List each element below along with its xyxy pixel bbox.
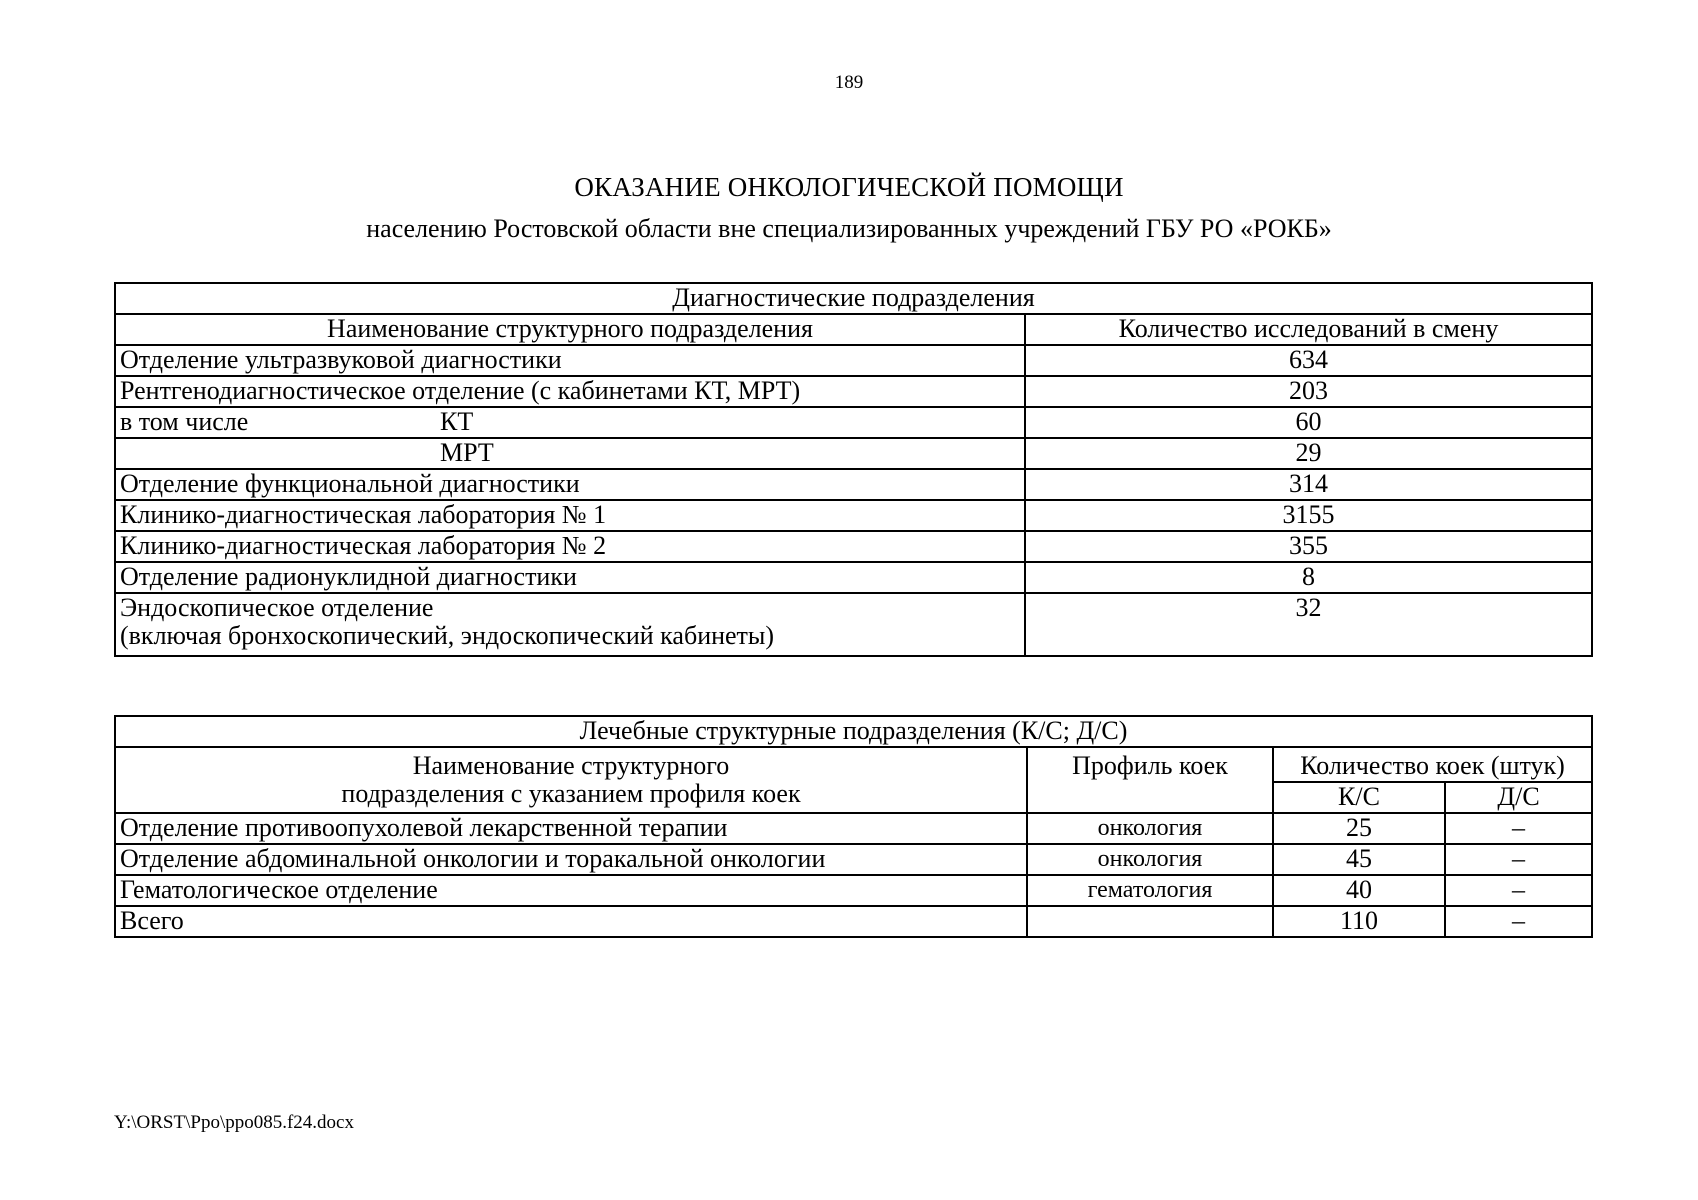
column-header-ds: Д/С (1445, 782, 1592, 813)
row-name: Отделение противоопухолевой лекарственной терапии (115, 813, 1027, 844)
column-header-name (115, 747, 1027, 813)
row-name-group (115, 438, 1025, 469)
table-row (115, 875, 1592, 906)
row-ks: 40 (1273, 875, 1445, 906)
row-ds: – (1445, 875, 1592, 906)
row-ds: – (1445, 813, 1592, 844)
column-header-name-line2: подразделения с указанием профиля коек (341, 779, 801, 808)
treatment-table (114, 715, 1593, 938)
row-name: Рентгенодиагностическое отделение (с кабинетами КТ, МРТ) (115, 376, 1025, 407)
row-name: Клинико-диагностическая лаборатория № 2 (115, 531, 1025, 562)
column-header-profile (1027, 747, 1273, 813)
row-name: МРТ (440, 438, 494, 467)
row-ks: 110 (1273, 906, 1445, 937)
row-name: Всего (115, 906, 1027, 937)
column-header-ks: К/С (1273, 782, 1445, 813)
column-header-name-line1: Наименование структурного (412, 751, 730, 780)
row-value: 29 (1025, 438, 1592, 469)
row-value: 634 (1025, 345, 1592, 376)
row-ks: 25 (1273, 813, 1445, 844)
row-value: 60 (1025, 407, 1592, 438)
row-ks: 45 (1273, 844, 1445, 875)
table-caption-row (115, 283, 1592, 314)
table-row (115, 500, 1592, 531)
file-path-footer: Y:\ORST\Ppo\ppo085.f24.docx (114, 1112, 354, 1133)
table-row (115, 844, 1592, 875)
table-header-row (115, 314, 1592, 345)
table-caption: Лечебные структурные подразделения (К/С; Д/С) (115, 716, 1592, 747)
row-name: Отделение ультразвуковой диагностики (115, 345, 1025, 376)
column-header-beds (1273, 747, 1592, 782)
page-number: 189 (834, 72, 864, 93)
table-row (115, 906, 1592, 937)
row-value: 32 (1025, 593, 1592, 656)
row-name-group (115, 407, 1025, 438)
row-ds: – (1445, 844, 1592, 875)
table-row (115, 438, 1592, 469)
table-row (115, 813, 1592, 844)
table-caption-row (115, 716, 1592, 747)
row-profile: онкология (1027, 813, 1273, 844)
table-header-row (115, 747, 1592, 782)
row-name: КТ (440, 407, 474, 436)
row-name: Отделение радионуклидной диагностики (115, 562, 1025, 593)
row-name: Гематологическое отделение (115, 875, 1027, 906)
row-name: Клинико-диагностическая лаборатория № 1 (115, 500, 1025, 531)
document-subtitle: населению Ростовской области вне специализированных учреждений ГБУ РО «РОКБ» (366, 214, 1332, 243)
row-profile: онкология (1027, 844, 1273, 875)
row-value: 3155 (1025, 500, 1592, 531)
table-row (115, 531, 1592, 562)
row-value: 8 (1025, 562, 1592, 593)
row-profile (1027, 906, 1273, 937)
row-name-group (115, 593, 1025, 656)
document-title: ОКАЗАНИЕ ОНКОЛОГИЧЕСКОЙ ПОМОЩИ (574, 172, 1124, 202)
row-name-detail: (включая бронхоскопический, эндоскопический кабинеты) (120, 621, 775, 650)
row-name: Отделение функциональной диагностики (115, 469, 1025, 500)
diagnostic-table (114, 282, 1593, 657)
column-header-profile-text: Профиль коек (1072, 751, 1228, 780)
row-value: 314 (1025, 469, 1592, 500)
column-header-beds-text: Количество коек (штук) (1300, 751, 1565, 780)
row-value: 355 (1025, 531, 1592, 562)
table-row (115, 562, 1592, 593)
column-header-name: Наименование структурного подразделения (115, 314, 1025, 345)
table-row (115, 407, 1592, 438)
column-header-count: Количество исследований в смену (1025, 314, 1592, 345)
row-name: Эндоскопическое отделение (120, 593, 434, 622)
table-row (115, 593, 1592, 656)
row-profile: гематология (1027, 875, 1273, 906)
table-row (115, 469, 1592, 500)
row-ds: – (1445, 906, 1592, 937)
row-prefix: в том числе (120, 407, 249, 436)
table-caption: Диагностические подразделения (115, 283, 1592, 314)
row-value: 203 (1025, 376, 1592, 407)
table-row (115, 376, 1592, 407)
table-row (115, 345, 1592, 376)
row-name: Отделение абдоминальной онкологии и торакальной онкологии (115, 844, 1027, 875)
